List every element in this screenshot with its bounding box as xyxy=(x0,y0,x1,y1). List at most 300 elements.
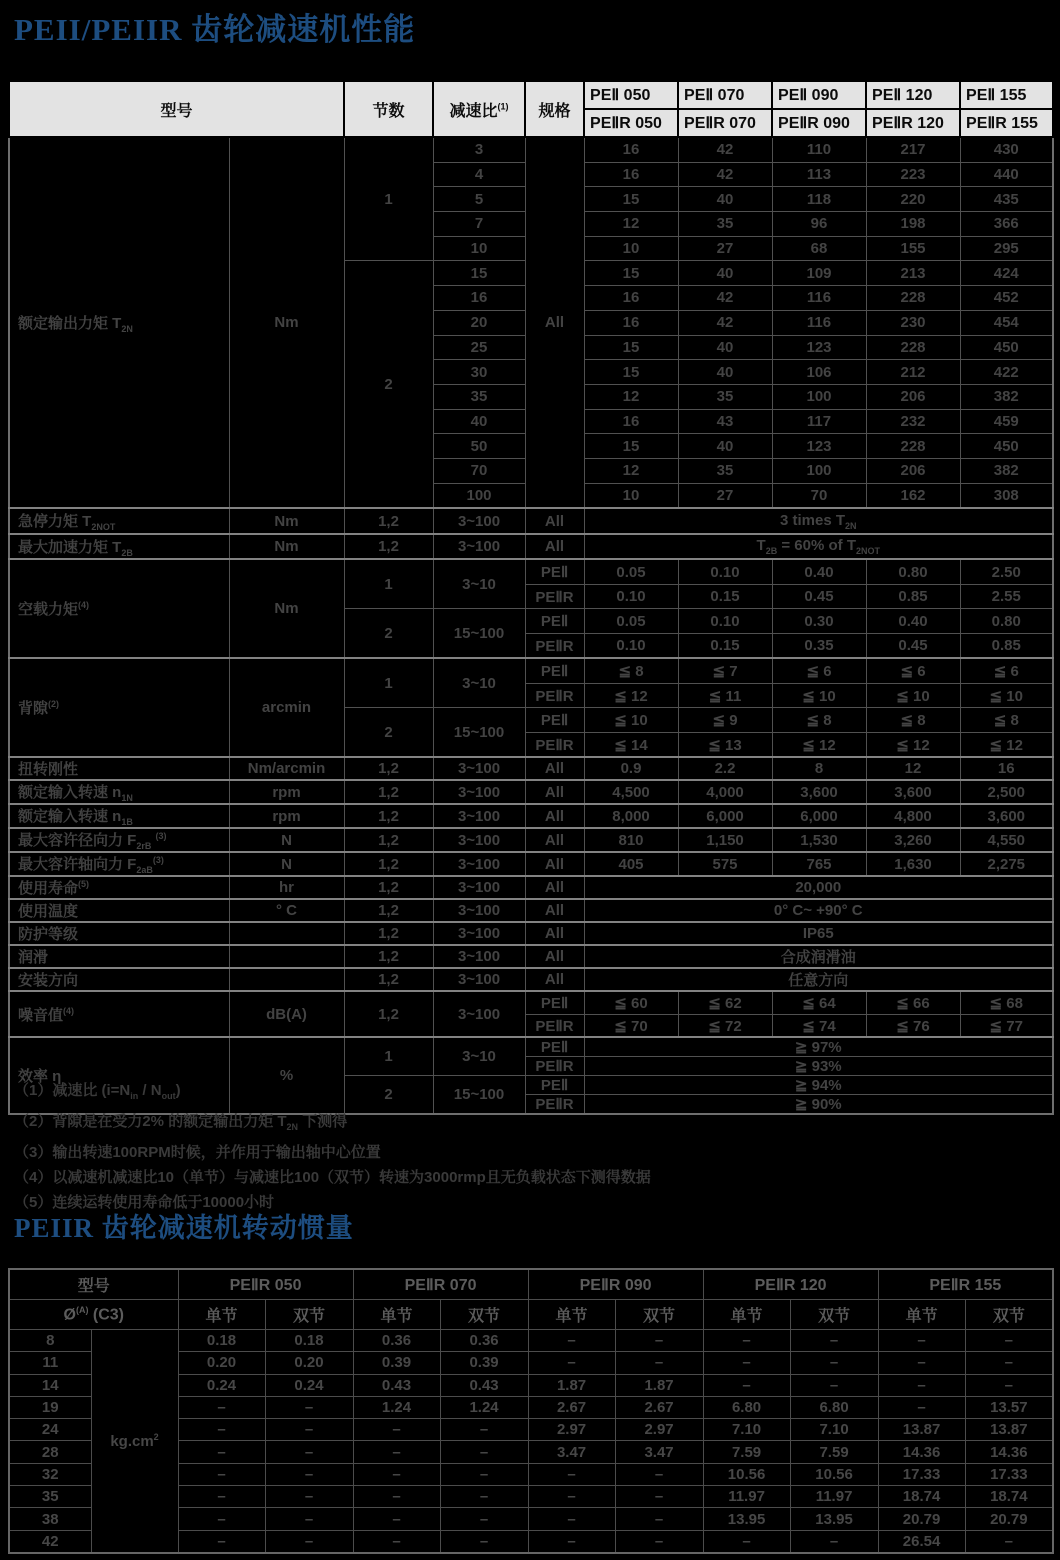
data-cell: 26.54 xyxy=(878,1530,965,1553)
data-cell: 0.39 xyxy=(440,1352,528,1374)
data-cell: 0.80 xyxy=(866,559,960,584)
unit-cell: arcmin xyxy=(229,658,344,757)
merged-value: ≧ 93% xyxy=(584,1057,1053,1076)
data-cell: 3~100 xyxy=(433,534,525,560)
unit-cell: $kg.cm^2$ xyxy=(91,1330,178,1553)
data-cell: – xyxy=(440,1419,528,1441)
data-cell: 3,600 xyxy=(866,780,960,804)
data-cell: 0.80 xyxy=(960,609,1053,634)
col-header-pe2r-155: PEⅡR 155 xyxy=(960,109,1053,137)
data-cell: PEⅡR xyxy=(525,1095,584,1115)
data-cell: 13.95 xyxy=(790,1508,878,1530)
data-cell: 575 xyxy=(678,852,772,876)
page-title-inertia: PEIIR 齿轮减速机转动惯量 xyxy=(14,1213,354,1243)
data-cell: 0.20 xyxy=(265,1352,353,1374)
data-cell: 35 xyxy=(678,384,772,409)
data-cell: 3~100 xyxy=(433,922,525,945)
data-cell: 16 xyxy=(584,286,678,311)
data-cell: 1,2 xyxy=(344,508,433,534)
data-cell: PEⅡR xyxy=(525,633,584,658)
data-cell: 0.10 xyxy=(678,559,772,584)
data-cell: 0.9 xyxy=(584,757,678,780)
footnote: （1）减速比 $(i=N_{in} / N_{out})$ xyxy=(14,1082,181,1101)
merged-value: $T_{2B} = 60\%$ of $T_{2NOT}$ xyxy=(584,534,1053,560)
footnote: （2）背隙是在受力2% 的额定输出力矩 $T_{2N}$ 下测得 xyxy=(14,1113,348,1132)
col-header-pe2r-050: PEⅡR 050 xyxy=(178,1269,353,1300)
data-cell: ≦ 6 xyxy=(960,658,1053,683)
col-header-diameter: $Ø^{(A)}$ (C3) xyxy=(9,1300,178,1330)
data-cell: – xyxy=(178,1508,265,1530)
data-cell: 42 xyxy=(678,286,772,311)
data-cell: 3~100 xyxy=(433,876,525,899)
data-cell: – xyxy=(178,1530,265,1553)
data-cell: ≦ 8 xyxy=(866,708,960,733)
data-cell: ≦ 6 xyxy=(866,658,960,683)
data-cell: 24 xyxy=(9,1419,91,1441)
data-cell: 6.80 xyxy=(790,1396,878,1418)
data-cell: 13.87 xyxy=(965,1419,1053,1441)
data-cell: 8,000 xyxy=(584,804,678,828)
row-label: 额定输出力矩 $T_{2N}$ xyxy=(9,137,229,508)
merged-value: 任意方向 xyxy=(584,968,1053,991)
data-cell: 308 xyxy=(960,483,1053,508)
data-cell: 162 xyxy=(866,483,960,508)
data-cell: ≦ 7 xyxy=(678,658,772,683)
data-cell: 220 xyxy=(866,187,960,212)
data-cell: 35 xyxy=(9,1486,91,1508)
data-cell: – xyxy=(178,1463,265,1485)
data-cell: 单节 xyxy=(528,1300,615,1330)
data-cell: 7.59 xyxy=(703,1441,790,1463)
data-cell: – xyxy=(265,1441,353,1463)
data-cell: All xyxy=(525,828,584,852)
col-header-model: 型号 xyxy=(9,81,344,137)
data-cell: ≦ 8 xyxy=(584,658,678,683)
data-cell: 0.30 xyxy=(772,609,866,634)
data-cell: 113 xyxy=(772,162,866,187)
data-cell: 单节 xyxy=(178,1300,265,1330)
data-cell: – xyxy=(878,1374,965,1396)
data-cell: Nm xyxy=(229,508,344,534)
data-cell: 4,000 xyxy=(678,780,772,804)
data-cell: 0.18 xyxy=(178,1330,265,1352)
data-cell: PEⅡ xyxy=(525,559,584,584)
data-cell: 3 xyxy=(433,137,525,162)
data-cell: 405 xyxy=(584,852,678,876)
data-cell: – xyxy=(615,1330,703,1352)
data-cell: 1,2 xyxy=(344,852,433,876)
data-cell: Nm/arcmin xyxy=(229,757,344,780)
data-cell: 1,150 xyxy=(678,828,772,852)
data-cell: – xyxy=(878,1396,965,1418)
data-cell: 19 xyxy=(9,1396,91,1418)
data-cell: ≦ 8 xyxy=(960,708,1053,733)
data-cell: ≦ 72 xyxy=(678,1014,772,1037)
data-cell: 1,2 xyxy=(344,534,433,560)
data-cell: – xyxy=(440,1530,528,1553)
data-cell: 100 xyxy=(772,458,866,483)
data-cell: N xyxy=(229,852,344,876)
data-cell: 3,260 xyxy=(866,828,960,852)
col-header-ratio: 减速比$^{(1)}$ xyxy=(433,81,525,137)
data-cell: – xyxy=(178,1419,265,1441)
data-cell: – xyxy=(965,1352,1053,1374)
data-cell: 10.56 xyxy=(703,1463,790,1485)
data-cell: 1,2 xyxy=(344,757,433,780)
data-cell: 100 xyxy=(433,483,525,508)
data-cell: 3.47 xyxy=(615,1441,703,1463)
data-cell: – xyxy=(615,1486,703,1508)
data-cell: 15~100 xyxy=(433,609,525,659)
data-cell: – xyxy=(615,1352,703,1374)
data-cell: ≦ 64 xyxy=(772,991,866,1014)
data-cell: 1,2 xyxy=(344,828,433,852)
data-cell: 0.05 xyxy=(584,559,678,584)
data-cell: 382 xyxy=(960,384,1053,409)
data-cell: ≦ 13 xyxy=(678,732,772,757)
data-cell: 35 xyxy=(678,458,772,483)
data-cell: – xyxy=(353,1419,440,1441)
data-cell: 2 xyxy=(344,261,433,508)
data-cell: 2.67 xyxy=(528,1396,615,1418)
data-cell: 2.50 xyxy=(960,559,1053,584)
data-cell: 50 xyxy=(433,434,525,459)
data-cell: 12 xyxy=(584,458,678,483)
data-cell: – xyxy=(878,1330,965,1352)
data-cell: 0.43 xyxy=(440,1374,528,1396)
data-cell: ≦ 6 xyxy=(772,658,866,683)
col-header-pe2r-070: PEⅡR 070 xyxy=(678,109,772,137)
data-cell: 15 xyxy=(584,335,678,360)
data-cell: ≦ 76 xyxy=(866,1014,960,1037)
data-cell: PEⅡR xyxy=(525,584,584,609)
data-cell: N xyxy=(229,828,344,852)
data-cell: 70 xyxy=(772,483,866,508)
data-cell: 4,800 xyxy=(866,804,960,828)
data-cell: 1,2 xyxy=(344,922,433,945)
data-cell: PEⅡ xyxy=(525,658,584,683)
row-label: 使用寿命$^{(5)}$ xyxy=(9,876,229,899)
data-cell: 7.59 xyxy=(790,1441,878,1463)
data-cell: PEⅡ xyxy=(525,991,584,1014)
data-cell: 116 xyxy=(772,310,866,335)
data-cell: 42 xyxy=(9,1530,91,1553)
data-cell: 2 xyxy=(344,609,433,659)
data-cell: 382 xyxy=(960,458,1053,483)
data-cell: – xyxy=(353,1486,440,1508)
data-cell: 27 xyxy=(678,236,772,261)
data-cell: – xyxy=(265,1530,353,1553)
data-cell: 0.36 xyxy=(353,1330,440,1352)
data-cell: ≦ 70 xyxy=(584,1014,678,1037)
performance-table xyxy=(8,80,1054,1115)
data-cell: 4 xyxy=(433,162,525,187)
data-cell: – xyxy=(353,1463,440,1485)
data-cell: 3,600 xyxy=(772,780,866,804)
data-cell: 2.67 xyxy=(615,1396,703,1418)
data-cell: 109 xyxy=(772,261,866,286)
data-cell: 3,600 xyxy=(960,804,1053,828)
data-cell: – xyxy=(528,1530,615,1553)
data-cell: 13.57 xyxy=(965,1396,1053,1418)
data-cell: 435 xyxy=(960,187,1053,212)
data-cell: All xyxy=(525,852,584,876)
data-cell: – xyxy=(178,1441,265,1463)
data-cell: ≦ 12 xyxy=(960,732,1053,757)
data-cell: 42 xyxy=(678,310,772,335)
row-label: 扭转刚性 xyxy=(9,757,229,780)
data-cell: 15 xyxy=(584,434,678,459)
data-cell: 双节 xyxy=(965,1300,1053,1330)
col-header-pe2r-090: PEⅡR 090 xyxy=(772,109,866,137)
data-cell: 3~100 xyxy=(433,899,525,922)
data-cell: 3~100 xyxy=(433,804,525,828)
merged-value: IP65 xyxy=(584,922,1053,945)
data-cell: 6.80 xyxy=(703,1396,790,1418)
data-cell: 13.87 xyxy=(878,1419,965,1441)
data-cell: 11 xyxy=(9,1352,91,1374)
data-cell: 1,630 xyxy=(866,852,960,876)
merged-value: ≧ 94% xyxy=(584,1076,1053,1095)
row-label: 最大加速力矩 $T_{2B}$ xyxy=(9,534,229,560)
data-cell: 0.18 xyxy=(265,1330,353,1352)
data-cell: – xyxy=(265,1486,353,1508)
data-cell: ≦ 10 xyxy=(772,683,866,708)
data-cell: – xyxy=(790,1330,878,1352)
data-cell: – xyxy=(353,1530,440,1553)
data-cell: All xyxy=(525,968,584,991)
data-cell: 1 xyxy=(344,559,433,609)
data-cell: 228 xyxy=(866,286,960,311)
data-cell: 0.10 xyxy=(584,633,678,658)
data-cell: 35 xyxy=(433,384,525,409)
data-cell: 单节 xyxy=(703,1300,790,1330)
data-cell: – xyxy=(265,1396,353,1418)
data-cell: PEⅡ xyxy=(525,1076,584,1095)
data-cell: – xyxy=(615,1530,703,1553)
data-cell: – xyxy=(615,1463,703,1485)
unit-cell: Nm xyxy=(229,559,344,658)
data-cell: Nm xyxy=(229,534,344,560)
data-cell: 15 xyxy=(584,261,678,286)
data-cell: 1,2 xyxy=(344,780,433,804)
col-header-pe2-155: PEⅡ 155 xyxy=(960,81,1053,109)
data-cell: ≦ 10 xyxy=(960,683,1053,708)
data-cell: – xyxy=(528,1352,615,1374)
row-label: 空载力矩$^{(4)}$ xyxy=(9,559,229,658)
data-cell: 3~10 xyxy=(433,559,525,609)
col-header-pe2-050: PEⅡ 050 xyxy=(584,81,678,109)
data-cell: 10.56 xyxy=(790,1463,878,1485)
row-label: 安装方向 xyxy=(9,968,229,991)
data-cell: 15~100 xyxy=(433,708,525,758)
footnote: （5）连续运转使用寿命低于10000小时 xyxy=(14,1194,275,1211)
data-cell: ° C xyxy=(229,899,344,922)
data-cell: 32 xyxy=(9,1463,91,1485)
data-cell: ≦ 77 xyxy=(960,1014,1053,1037)
data-cell: 40 xyxy=(678,187,772,212)
data-cell: 3~10 xyxy=(433,658,525,708)
data-cell: 1,2 xyxy=(344,991,433,1037)
data-cell: All xyxy=(525,780,584,804)
data-cell: 12 xyxy=(866,757,960,780)
col-header-pe2-120: PEⅡ 120 xyxy=(866,81,960,109)
footnote: （3）输出转速100RPM时候，并作用于输出轴中心位置 xyxy=(14,1144,381,1161)
data-cell: – xyxy=(528,1508,615,1530)
data-cell: 1 xyxy=(344,1037,433,1076)
data-cell: 6,000 xyxy=(772,804,866,828)
data-cell: 7 xyxy=(433,212,525,237)
data-cell: 0.45 xyxy=(866,633,960,658)
data-cell: – xyxy=(440,1441,528,1463)
data-cell: – xyxy=(528,1463,615,1485)
data-cell: PEⅡR xyxy=(525,732,584,757)
data-cell: 单节 xyxy=(878,1300,965,1330)
data-cell: 27 xyxy=(678,483,772,508)
data-cell: ≦ 62 xyxy=(678,991,772,1014)
data-cell: 14 xyxy=(9,1374,91,1396)
data-cell: – xyxy=(265,1463,353,1485)
data-cell: 17.33 xyxy=(878,1463,965,1485)
data-cell: ≦ 68 xyxy=(960,991,1053,1014)
data-cell: 4,550 xyxy=(960,828,1053,852)
data-cell: 118 xyxy=(772,187,866,212)
data-cell: ≦ 10 xyxy=(584,708,678,733)
data-cell: ≦ 10 xyxy=(866,683,960,708)
data-cell: 110 xyxy=(772,137,866,162)
data-cell: ≦ 11 xyxy=(678,683,772,708)
data-cell: 16 xyxy=(584,137,678,162)
data-cell: hr xyxy=(229,876,344,899)
data-cell: – xyxy=(440,1463,528,1485)
data-cell: 422 xyxy=(960,360,1053,385)
data-cell: 5 xyxy=(433,187,525,212)
data-cell xyxy=(229,922,344,945)
data-cell xyxy=(229,968,344,991)
data-cell: 14.36 xyxy=(878,1441,965,1463)
data-cell: 3~100 xyxy=(433,780,525,804)
data-cell: ≦ 74 xyxy=(772,1014,866,1037)
data-cell: 1,530 xyxy=(772,828,866,852)
data-cell: 0.05 xyxy=(584,609,678,634)
data-cell: 单节 xyxy=(353,1300,440,1330)
row-label: 使用温度 xyxy=(9,899,229,922)
data-cell: – xyxy=(790,1374,878,1396)
data-cell: 2,275 xyxy=(960,852,1053,876)
data-cell: – xyxy=(790,1352,878,1374)
data-cell: ≦ 12 xyxy=(866,732,960,757)
data-cell: 424 xyxy=(960,261,1053,286)
data-cell: All xyxy=(525,876,584,899)
data-cell: ≦ 12 xyxy=(584,683,678,708)
data-cell: 155 xyxy=(866,236,960,261)
data-cell: 38 xyxy=(9,1508,91,1530)
data-cell: 2.55 xyxy=(960,584,1053,609)
data-cell: 116 xyxy=(772,286,866,311)
data-cell: 0.39 xyxy=(353,1352,440,1374)
data-cell: All xyxy=(525,137,584,508)
col-header-pe2r-090: PEⅡR 090 xyxy=(528,1269,703,1300)
merged-value: 3 times $T_{2N}$ xyxy=(584,508,1053,534)
data-cell: 0.10 xyxy=(678,609,772,634)
data-cell: 35 xyxy=(678,212,772,237)
data-cell: ≦ 66 xyxy=(866,991,960,1014)
data-cell: 13.95 xyxy=(703,1508,790,1530)
data-cell: – xyxy=(615,1508,703,1530)
data-cell: 7.10 xyxy=(790,1419,878,1441)
data-cell: 0.10 xyxy=(584,584,678,609)
data-cell: PEⅡR xyxy=(525,683,584,708)
footnote-list xyxy=(14,1078,651,1215)
data-cell: – xyxy=(440,1508,528,1530)
data-cell: 20.79 xyxy=(965,1508,1053,1530)
data-cell: 15 xyxy=(433,261,525,286)
data-cell: 3~100 xyxy=(433,828,525,852)
data-cell: PEⅡ xyxy=(525,708,584,733)
data-cell: 42 xyxy=(678,162,772,187)
data-cell: All xyxy=(525,534,584,560)
row-label: 噪音值$^{(4)}$ xyxy=(9,991,229,1037)
inertia-table xyxy=(8,1268,1054,1554)
data-cell: 12 xyxy=(584,384,678,409)
data-cell: 双节 xyxy=(790,1300,878,1330)
data-cell: 16 xyxy=(584,409,678,434)
data-cell: 1,2 xyxy=(344,945,433,968)
row-label: 效率 η xyxy=(9,1037,229,1114)
data-cell: 10 xyxy=(433,236,525,261)
row-label: 额定输入转速 $n_{1B}$ xyxy=(9,804,229,828)
data-cell: 213 xyxy=(866,261,960,286)
col-header-pe2r-070: PEⅡR 070 xyxy=(353,1269,528,1300)
col-header-stages: 节数 xyxy=(344,81,433,137)
row-label: 最大容许径向力 $F_{2rB}$ $^{(3)}$ xyxy=(9,828,229,852)
footnote: （4）以减速机减速比10（单节）与减速比100（双节）转速为3000rmp且无负载状态下测得数据 xyxy=(14,1169,651,1186)
data-cell: 295 xyxy=(960,236,1053,261)
data-cell: 2,500 xyxy=(960,780,1053,804)
data-cell: 123 xyxy=(772,434,866,459)
data-cell: 4,500 xyxy=(584,780,678,804)
data-cell: PEⅡR xyxy=(525,1057,584,1076)
data-cell: 0.15 xyxy=(678,633,772,658)
data-cell: – xyxy=(878,1352,965,1374)
data-cell: 1 xyxy=(344,137,433,261)
data-cell: rpm xyxy=(229,804,344,828)
data-cell: 双节 xyxy=(265,1300,353,1330)
page-title-performance: PEII/PEIIR 齿轮减速机性能 xyxy=(14,12,416,47)
data-cell: ≦ 14 xyxy=(584,732,678,757)
data-cell: 96 xyxy=(772,212,866,237)
row-label: 背隙$^{(2)}$ xyxy=(9,658,229,757)
data-cell: 1,2 xyxy=(344,876,433,899)
col-header-pe2r-120: PEⅡR 120 xyxy=(703,1269,878,1300)
data-cell: 30 xyxy=(433,360,525,385)
data-cell: 28 xyxy=(9,1441,91,1463)
data-cell: 15 xyxy=(584,187,678,212)
data-cell: 双节 xyxy=(615,1300,703,1330)
data-cell: All xyxy=(525,804,584,828)
data-cell: 15~100 xyxy=(433,1076,525,1115)
data-cell: – xyxy=(703,1352,790,1374)
data-cell: – xyxy=(178,1486,265,1508)
data-cell: 2 xyxy=(344,1076,433,1115)
data-cell: ≦ 9 xyxy=(678,708,772,733)
data-cell: 0.24 xyxy=(178,1374,265,1396)
data-cell: 1.87 xyxy=(528,1374,615,1396)
data-cell: PEⅡ xyxy=(525,1037,584,1057)
data-cell: 1,2 xyxy=(344,804,433,828)
data-cell: – xyxy=(265,1419,353,1441)
row-label: 额定输入转速 $n_{1N}$ xyxy=(9,780,229,804)
